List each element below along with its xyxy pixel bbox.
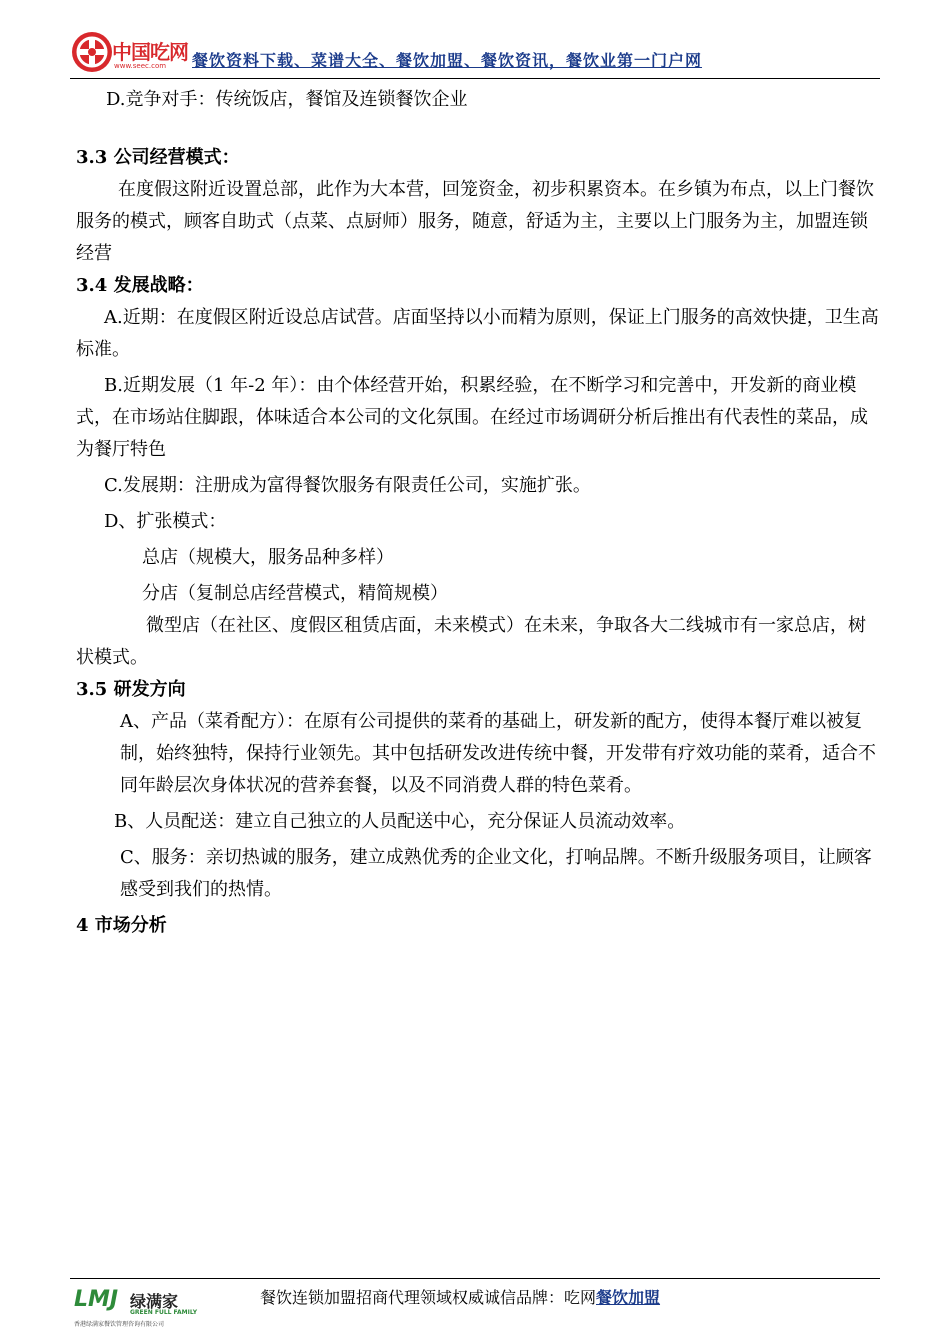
logo-url: www.seec.com bbox=[114, 62, 167, 70]
strategy-d-branch-store: 分店（复制总店经营模式，精简规模） bbox=[142, 583, 448, 604]
strategy-d-micro-store: 微型店（在社区、度假区租赁店面，未来模式）在未来，争取各大二线城市有一家总店，树状模式。 bbox=[76, 615, 866, 668]
strategy-c: C.发展期：注册成为富得餐饮服务有限责任公司，实施扩张。 bbox=[104, 475, 591, 496]
rnd-c: C、服务：亲切热诚的服务，建立成熟优秀的企业文化，打响品牌。不断升级服务项目，让顾客感受到我们的热情。 bbox=[120, 847, 872, 900]
rnd-a: A、产品（菜肴配方）：在原有公司提供的菜肴的基础上，研发新的配方，使得本餐厅难以被复制，始终独特，保持行业领先。其中包括研发改进传统中餐，开发带有疗效功能的菜肴，适合不同年龄层次身体状况的营养套餐，以及不同消费人群的特色菜肴。 bbox=[120, 711, 876, 796]
footer-logo-sub: 香港绿满家餐饮管理咨询有限公司 bbox=[74, 1321, 165, 1328]
section-3-3-paragraph: 在度假这附近设置总部，此作为大本营，回笼资金，初步积累资本。在乡镇为布点，以上门餐饮服务的模式，顾客自助式（点菜、点厨师）服务，随意，舒适为主，主要以上门服务为主，加盟连锁经营 bbox=[76, 179, 874, 264]
section-4-heading: 4 市场分析 bbox=[76, 915, 167, 936]
page-footer bbox=[70, 1278, 880, 1329]
footer-logo-mark: LMJ bbox=[74, 1287, 119, 1312]
footer-link[interactable]: 餐饮加盟 bbox=[596, 1288, 661, 1307]
footer-slogan: 餐饮连锁加盟招商代理领域权威诚信品牌：吃网 bbox=[260, 1288, 597, 1307]
rnd-b: B、人员配送：建立自己独立的人员配送中心，充分保证人员流动效率。 bbox=[114, 811, 686, 832]
section-3-4-heading: 3.4 发展战略： bbox=[76, 275, 204, 296]
page-header bbox=[70, 30, 880, 79]
strategy-d-main-store: 总店（规模大，服务品种多样） bbox=[142, 547, 394, 568]
logo-emblem-icon bbox=[70, 30, 114, 74]
footer-text bbox=[260, 1285, 660, 1308]
section-3-5-heading: 3.5 研发方向 bbox=[76, 679, 186, 700]
section-3-3-heading: 3.3 公司经营模式： bbox=[76, 147, 240, 168]
strategy-d: D、扩张模式： bbox=[104, 511, 227, 532]
footer-logo-en: GREEN FULL FAMILY bbox=[130, 1309, 198, 1316]
header-links[interactable]: 餐饮资料下载、菜谱大全、餐饮加盟、餐饮资讯，餐饮业第一门户网 bbox=[192, 51, 703, 70]
footer-logo-cn: 绿满家 bbox=[130, 1292, 179, 1311]
competitor-line: D.竞争对手：传统饭店，餐馆及连锁餐饮企业 bbox=[106, 89, 468, 110]
document-body bbox=[76, 84, 881, 942]
strategy-a: A.近期：在度假区附近设总店试营。店面坚持以小而精为原则，保证上门服务的高效快捷，卫生高标准。 bbox=[76, 307, 879, 360]
site-logo[interactable] bbox=[70, 30, 190, 74]
footer-logo bbox=[74, 1287, 204, 1327]
logo-text: 中国吃网 bbox=[112, 40, 188, 64]
strategy-b: B.近期发展（1 年-2 年）：由个体经营开始，积累经验，在不断学习和完善中，开发新的商业模式，在市场站住脚跟，体味适合本公司的文化氛围。在经过市场调研分析后推出有代表性的菜品，成为餐厅特色 bbox=[76, 375, 868, 460]
